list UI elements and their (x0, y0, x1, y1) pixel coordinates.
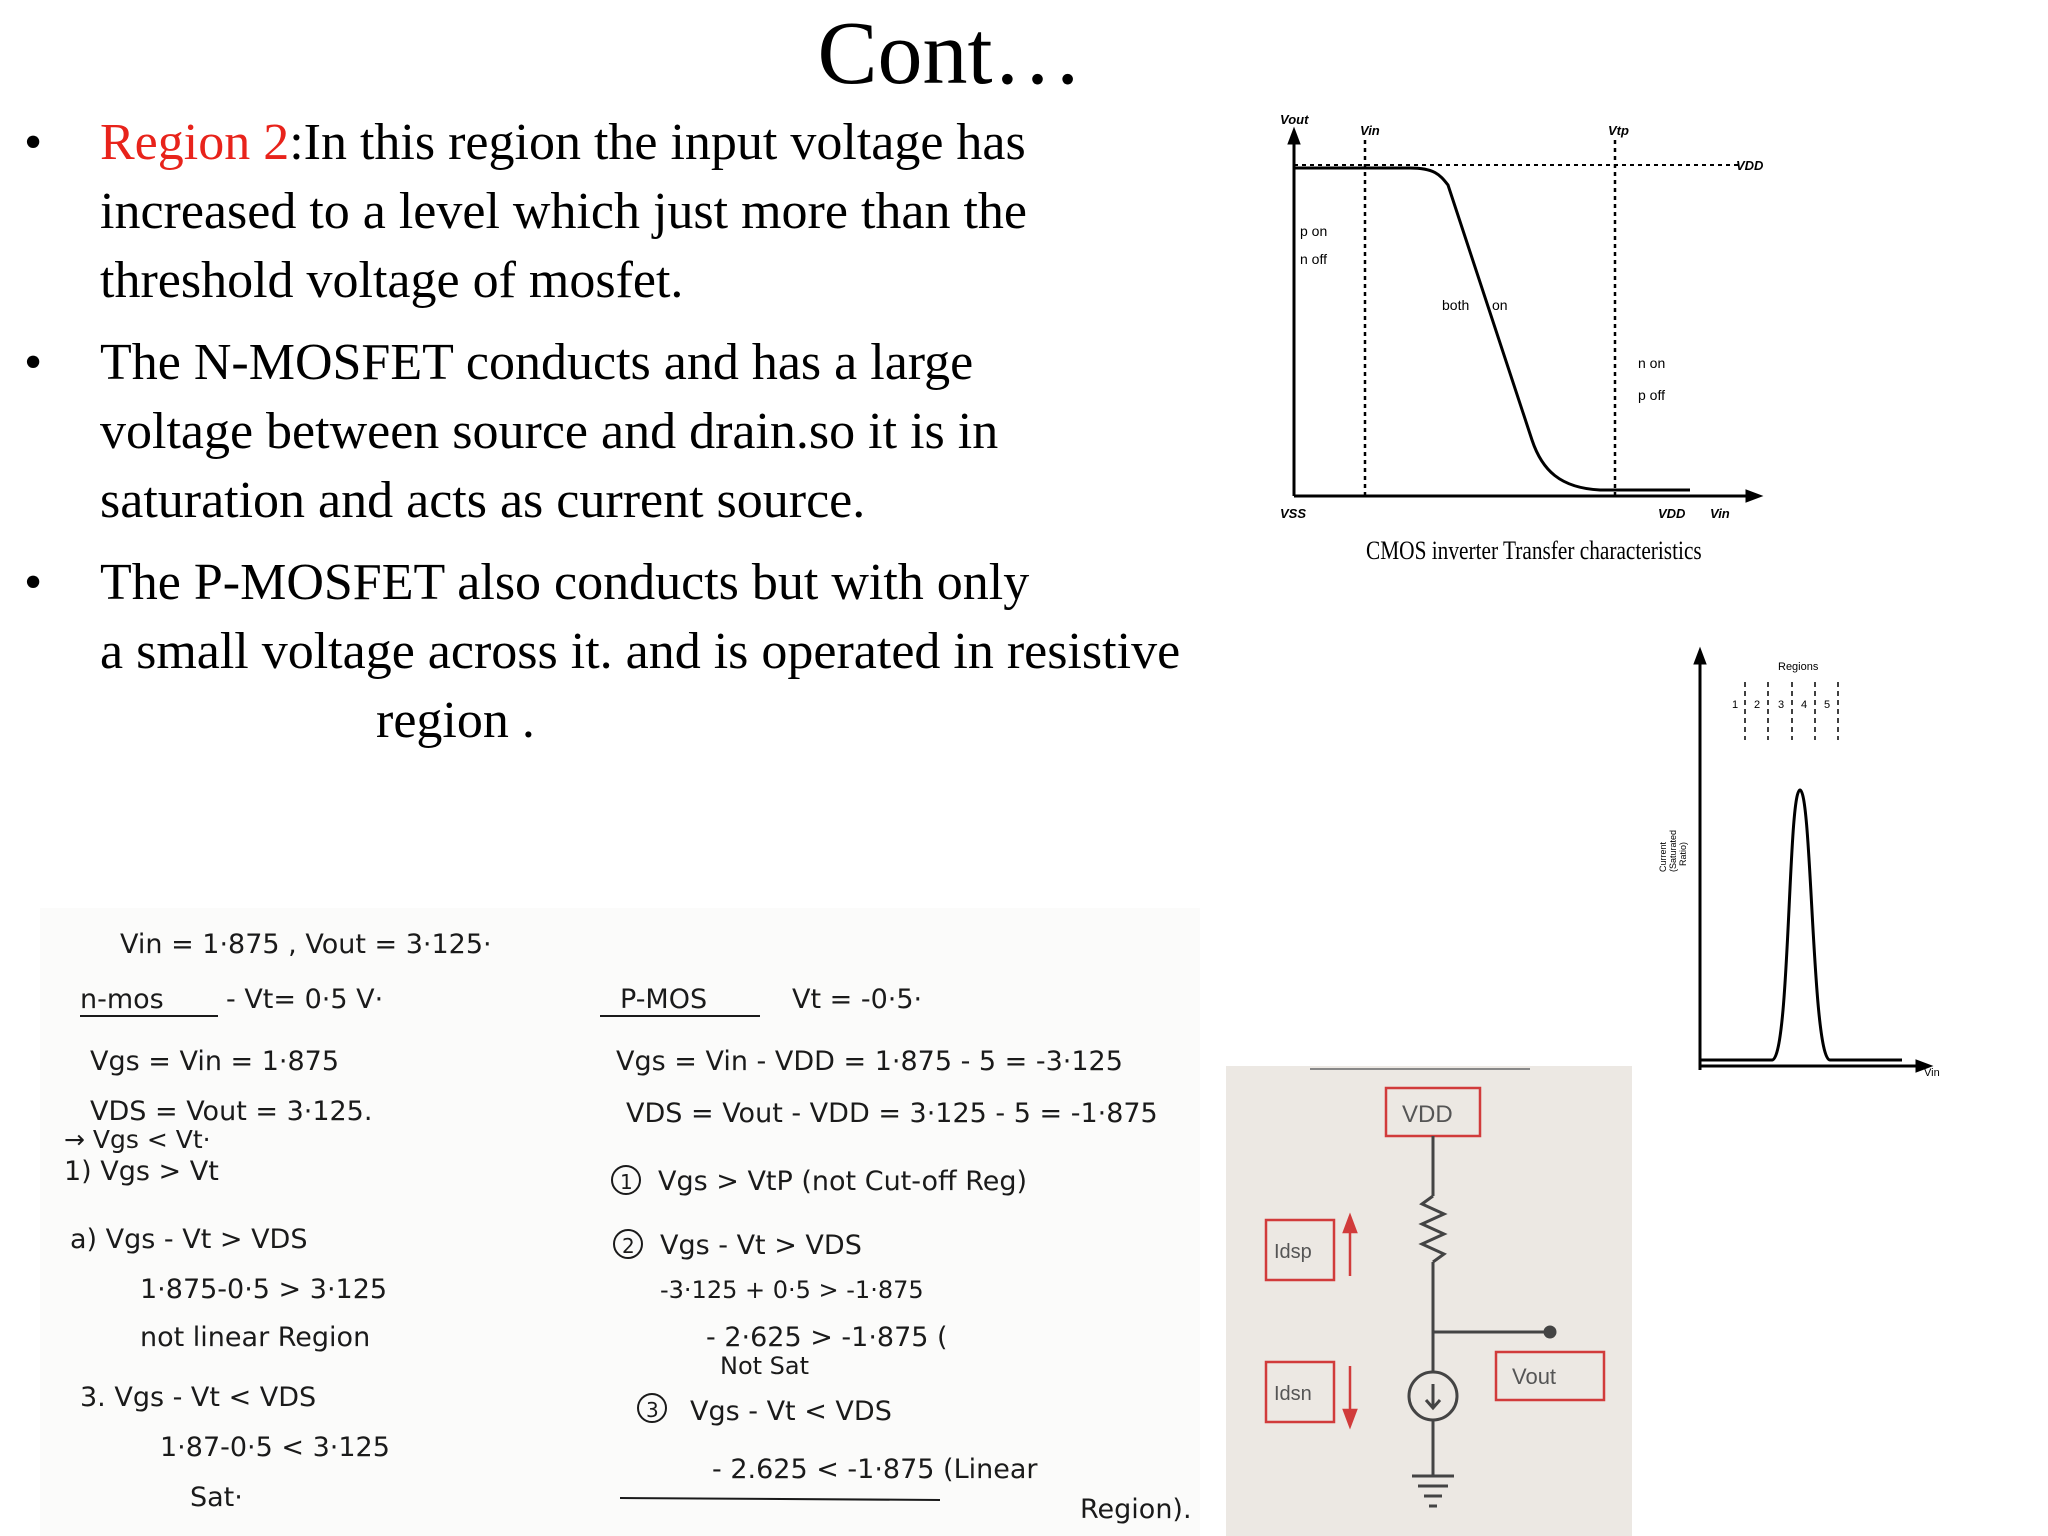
circuit-diagram (1226, 1066, 1632, 1536)
bullet-line: voltage between source and drain.so it is in (100, 403, 999, 460)
bullet-dot: • (24, 554, 43, 611)
nmos-title: n-mos (80, 984, 164, 1015)
output-node (1545, 1327, 1555, 1337)
bullet-line: threshold voltage of mosfet. (100, 252, 684, 309)
note-line: - 2·625 > -1·875 ( (706, 1322, 948, 1353)
x-axis-arrow (1746, 490, 1762, 502)
note-line: - Vt= 0·5 V· (226, 984, 384, 1015)
transfer-characteristic-chart (1270, 110, 1770, 540)
bullet-line: The N-MOSFET conducts and has a large (100, 334, 974, 391)
note-line: 1·87-0·5 < 3·125 (160, 1432, 390, 1463)
vss-label: VSS (1280, 506, 1307, 521)
transfer-curve (1294, 168, 1690, 490)
note-line: Vgs > VtP (not Cut-off Reg) (658, 1166, 1028, 1197)
note-line: - 2.625 < -1·875 (Linear (712, 1454, 1038, 1485)
note-line: Region). (1080, 1494, 1192, 1525)
bullet-dot: • (24, 334, 43, 391)
pmos-title: P-MOS (620, 984, 708, 1015)
idsn-label: Idsn (1274, 1383, 1312, 1405)
idsp-label: Idsp (1274, 1241, 1312, 1263)
note-line: → Vgs < Vt· (64, 1125, 211, 1154)
region-number: 2 (1754, 699, 1761, 711)
handwritten-notes (40, 908, 1200, 1536)
note-line: 1·875-0·5 > 3·125 (140, 1274, 388, 1305)
vdd-label: VDD (1402, 1101, 1453, 1128)
vout-label: Vout (1512, 1364, 1557, 1389)
y-axis-arrow (1288, 128, 1300, 144)
region-number: 1 (1732, 699, 1739, 711)
slide-title: Cont… (817, 4, 1083, 103)
y-axis-label: Vout (1280, 112, 1309, 127)
bullet-line: increased to a level which just more than the (100, 183, 1028, 240)
region-number: 3 (1778, 699, 1785, 711)
note-line: 1) Vgs > Vt (64, 1156, 219, 1187)
current-peak-curve (1700, 790, 1902, 1060)
bullet-line: region . (376, 692, 535, 749)
note-line: Vgs = Vin - VDD = 1·875 - 5 = -3·125 (616, 1046, 1123, 1077)
n-on-label: n on (1638, 355, 1666, 371)
step-number: 2 (622, 1234, 635, 1258)
note-line: Sat· (190, 1482, 243, 1513)
note-line: Vin = 1·875 , Vout = 3·125· (120, 929, 492, 960)
current-chart (1640, 640, 1940, 1080)
note-line: VDS = Vout = 3·125. (90, 1096, 373, 1127)
step-number: 1 (620, 1170, 633, 1194)
y-axis-label: Current (1658, 841, 1668, 872)
both-label: both (1442, 297, 1470, 313)
note-line: Vgs - Vt > VDS (660, 1230, 862, 1261)
x-axis-label: Vin (1710, 506, 1730, 521)
note-line: 3. Vgs - Vt < VDS (80, 1382, 317, 1413)
p-on-label: p on (1300, 223, 1328, 239)
bullet-line: The P-MOSFET also conducts but with only (100, 554, 1030, 611)
on-label: on (1492, 297, 1508, 313)
bullet-highlight: Region 2 (100, 114, 290, 171)
bullet-line: saturation and acts as current source. (100, 472, 866, 529)
x-end-vdd-label: VDD (1658, 506, 1686, 521)
region-number: 4 (1801, 699, 1808, 711)
note-line: Not Sat (720, 1352, 810, 1380)
divider-line (1310, 1068, 1530, 1070)
x-axis-label: Vin (1924, 1067, 1940, 1079)
vtp-top-label: Vtp (1608, 123, 1629, 138)
bullet-line: :In this region the input voltage has (289, 114, 1026, 171)
p-off-label: p off (1638, 387, 1665, 403)
transfer-chart-caption: CMOS inverter Transfer characteristics (1366, 536, 1702, 565)
region-number: 5 (1824, 699, 1831, 711)
bullet-dot: • (24, 114, 43, 171)
y-axis-label: (Saturated (1668, 829, 1678, 872)
vin-top-label: Vin (1360, 123, 1380, 138)
note-line: Vt = -0·5· (792, 984, 923, 1015)
y-axis-label: Ratio) (1678, 841, 1688, 866)
note-line: VDS = Vout - VDD = 3·125 - 5 = -1·875 (626, 1098, 1158, 1129)
bullet-line: a small voltage across it. and is operated in resistive (100, 623, 1181, 680)
y-axis-arrow (1694, 648, 1706, 664)
note-line: not linear Region (140, 1322, 371, 1353)
note-line: Vgs - Vt < VDS (690, 1396, 892, 1427)
note-line: Vgs = Vin = 1·875 (90, 1046, 340, 1077)
regions-label: Regions (1778, 661, 1819, 673)
vdd-label: VDD (1736, 158, 1764, 173)
n-off-label: n off (1300, 251, 1327, 267)
step-number: 3 (646, 1398, 659, 1422)
note-line: -3·125 + 0·5 > -1·875 (660, 1276, 924, 1304)
note-line: a) Vgs - Vt > VDS (70, 1224, 308, 1255)
